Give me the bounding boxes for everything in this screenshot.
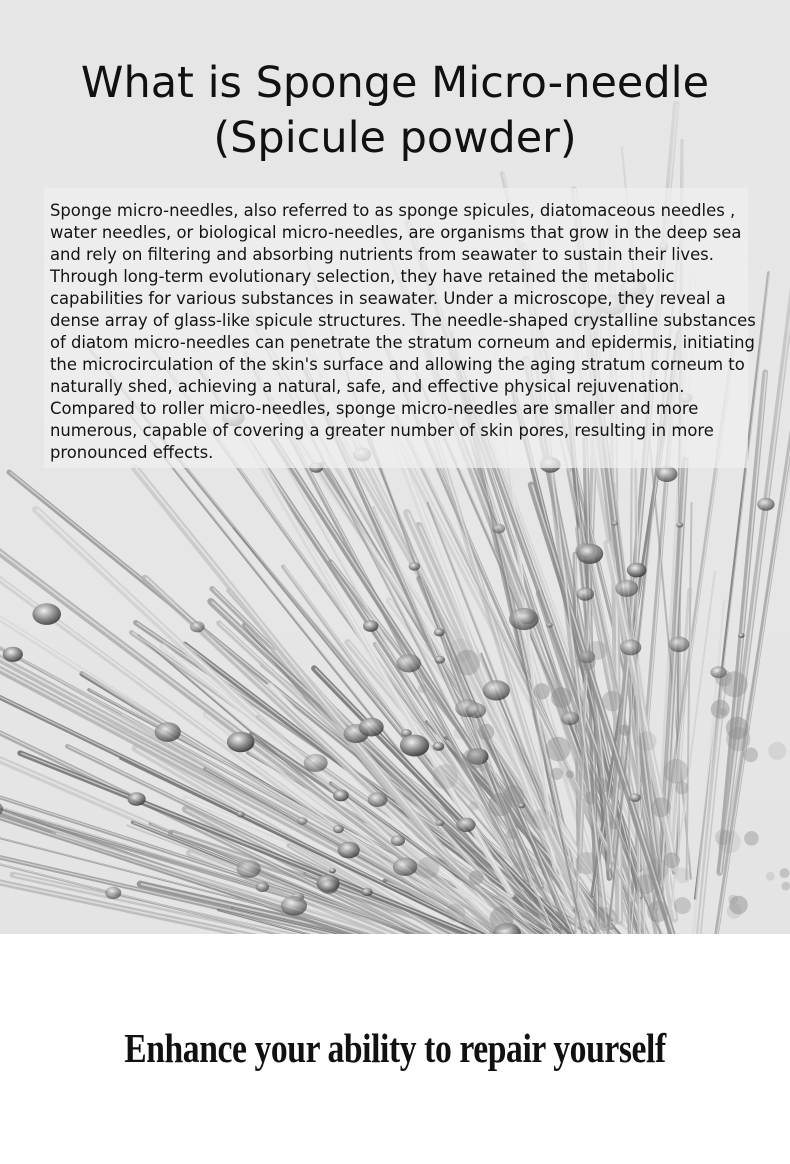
needle-bead <box>3 647 23 662</box>
bokeh-dot <box>418 684 427 693</box>
bokeh-dot <box>602 691 623 712</box>
needle-bead <box>456 818 475 833</box>
needle-bead <box>236 811 244 817</box>
needle-bead <box>435 820 444 827</box>
bokeh-dot <box>743 747 758 762</box>
needle-strand <box>687 503 692 879</box>
bokeh-dot <box>454 726 467 739</box>
bokeh-dot <box>728 895 738 905</box>
bokeh-dot <box>584 791 597 804</box>
needle-bead <box>483 680 510 700</box>
bokeh-dot <box>674 897 691 914</box>
needle-bead <box>363 620 378 632</box>
needle-bead <box>434 628 445 636</box>
bokeh-dot <box>768 742 786 760</box>
bokeh-dot <box>546 737 571 762</box>
needle-bead <box>576 544 603 564</box>
needle-bead <box>155 722 181 742</box>
bokeh-dot <box>766 872 775 881</box>
bokeh-dot <box>664 852 680 868</box>
needle-bead <box>466 703 486 718</box>
bokeh-dot <box>722 671 748 697</box>
needle-bead <box>434 656 445 664</box>
bokeh-dot <box>664 759 689 784</box>
needle-bead <box>396 654 421 672</box>
needle-bead <box>297 817 308 825</box>
bokeh-dot <box>711 700 730 719</box>
bokeh-dot <box>512 862 525 875</box>
needle-bead <box>304 754 328 772</box>
needle-bead <box>105 887 121 899</box>
needle-bead <box>509 608 539 630</box>
needle-bead <box>615 580 638 597</box>
bokeh-dot <box>637 731 657 751</box>
needle-bead <box>361 888 372 896</box>
needle-bead <box>338 842 360 859</box>
needle-bead <box>255 882 269 892</box>
bokeh-dot <box>744 831 759 846</box>
bokeh-dot <box>534 683 550 699</box>
bokeh-dot <box>675 868 691 884</box>
needle-bead <box>128 792 146 806</box>
needle-bead <box>227 732 255 753</box>
bokeh-dot <box>506 829 517 840</box>
needle-bead <box>676 522 683 527</box>
bokeh-dot <box>551 687 572 708</box>
bokeh-dot <box>782 882 790 891</box>
bokeh-dot <box>551 768 563 780</box>
bokeh-dot <box>488 793 512 817</box>
needle-bead <box>237 860 261 878</box>
needle-bead <box>629 793 640 802</box>
bokeh-dot <box>647 901 669 923</box>
needle-bead <box>409 562 420 571</box>
bokeh-dot <box>719 708 727 716</box>
needle-bead <box>281 896 307 916</box>
bokeh-dot <box>433 764 458 789</box>
bokeh-dot <box>575 852 598 875</box>
needle-bead <box>329 868 336 873</box>
needle-bead <box>333 790 349 802</box>
needle-bead <box>611 521 618 526</box>
bokeh-dot <box>717 830 740 853</box>
needle-bead <box>391 835 405 846</box>
needle-bead <box>32 603 61 625</box>
needle-bead <box>433 742 445 751</box>
bokeh-dot <box>726 717 749 740</box>
needle-bead <box>546 622 553 627</box>
needle-bead <box>393 858 418 876</box>
needle-bead <box>627 563 647 578</box>
needle-bead <box>319 879 338 894</box>
bokeh-dot <box>469 870 484 885</box>
bokeh-dot <box>617 780 627 790</box>
needle-strand <box>693 601 725 934</box>
bokeh-dot <box>418 857 440 879</box>
description-text: Sponge micro-needles, also referred to as sponge spicules, diatomaceous needles , water needles, or biological micro-needles, are organisms that grow in the deep sea and rely on filtering and absorbing nutrients from seawater to sustain their lives. Through long-term evolutionary selection, they have retained the metabolic capabilities for various substances in seawater. Under a microscope, they reveal a dense array of glass-like spicule structures. The needle-shaped crystalline substances of diatom micro-needles can penetrate the stratum corneum and epidermis, initiating the microcirculation of the skin's surface and allowing the aging stratum corneum to naturally shed, achieving a natural, safe, and effective physical rejuvenation. Compared to roller micro-needles, sponge micro-needles are smaller and more numerous, capable of covering a greater number of skin pores, resulting in more pronounced effects. <box>50 201 756 462</box>
needle-bead <box>561 711 579 725</box>
needle-bead <box>576 587 594 600</box>
needle-bead <box>738 633 745 638</box>
bokeh-dot <box>592 778 608 794</box>
bokeh-dot <box>478 724 494 740</box>
bokeh-dot <box>446 903 465 922</box>
bokeh-dot <box>448 639 472 663</box>
needle-bead <box>669 637 690 653</box>
bokeh-dot <box>651 797 671 817</box>
needle-bead <box>368 792 388 807</box>
bokeh-dot <box>469 801 478 810</box>
needle-bead <box>492 524 505 534</box>
bokeh-dot <box>594 907 618 931</box>
needle-bead <box>190 621 205 632</box>
slogan-heading: Enhance your ability to repair yourself <box>124 1025 666 1071</box>
bokeh-dot <box>780 868 790 878</box>
bokeh-dot <box>609 819 619 829</box>
bokeh-dot <box>531 809 552 830</box>
bokeh-dot <box>473 757 488 772</box>
bokeh-dot <box>490 907 514 931</box>
page-title-line-2: (Spicule powder) <box>213 113 577 163</box>
bokeh-dot <box>588 641 607 660</box>
bokeh-dot <box>566 770 574 778</box>
needle-bead <box>620 639 641 655</box>
page-title <box>0 56 790 166</box>
bokeh-dot <box>619 725 630 736</box>
page-title-line-1: What is Sponge Micro-needle <box>80 58 710 108</box>
needle-bead <box>400 735 429 757</box>
needle-bead <box>333 825 344 833</box>
needle-bead <box>359 718 384 737</box>
